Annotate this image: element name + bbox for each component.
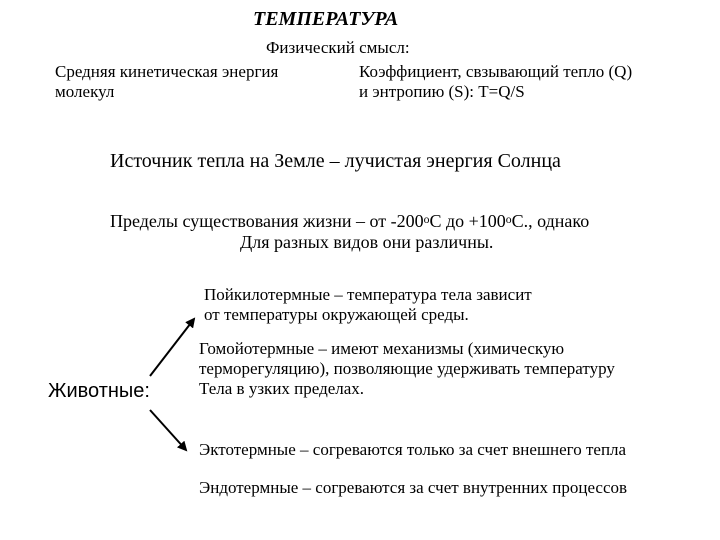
definition-line: и энтропию (S): T=Q/S	[359, 82, 525, 102]
homeotherms-text	[199, 339, 615, 399]
text-line: Тела в узких пределах.	[199, 379, 365, 399]
physical-meaning-heading: Физический смысл:	[266, 38, 410, 57]
text-line: Пойкилотермные – температура тела зависит	[204, 285, 532, 304]
page-title: ТЕМПЕРАТУРА	[253, 8, 399, 30]
limits-unit-1: С до +100	[429, 211, 506, 231]
text-line: Гомойотермные – имеют механизмы (химическую	[199, 339, 565, 358]
heat-source-statement: Источник тепла на Земле – лучистая энергия Солнца	[110, 150, 561, 172]
animals-label: Животные:	[48, 380, 150, 402]
arrow-to-ectotherms	[150, 410, 186, 450]
limits-prefix: Пределы существования жизни – от -200	[110, 211, 424, 231]
degree-sign: о	[423, 213, 430, 226]
definition-line: молекул	[55, 82, 115, 102]
arrow-to-poikilotherms	[150, 319, 194, 376]
definition-line: Средняя кинетическая энергия	[55, 62, 279, 81]
text-line: терморегуляцию), позволяющие удерживать температуру	[199, 359, 615, 379]
poikilotherms-text	[204, 285, 532, 325]
limits-line-2: Для разных видов они различны.	[240, 232, 494, 253]
endotherms-text: Эндотермные – согреваются за счет внутренних процессов	[199, 478, 628, 497]
limits-unit-2: С., однако	[511, 211, 590, 231]
ectotherms-text: Эктотермные – согреваются только за счет внешнего тепла	[199, 440, 627, 459]
degree-sign: о	[505, 213, 512, 226]
definition-line: Коэффициент, свзывающий тепло (Q)	[359, 62, 633, 81]
text-line: от температуры окружающей среды.	[204, 305, 469, 325]
